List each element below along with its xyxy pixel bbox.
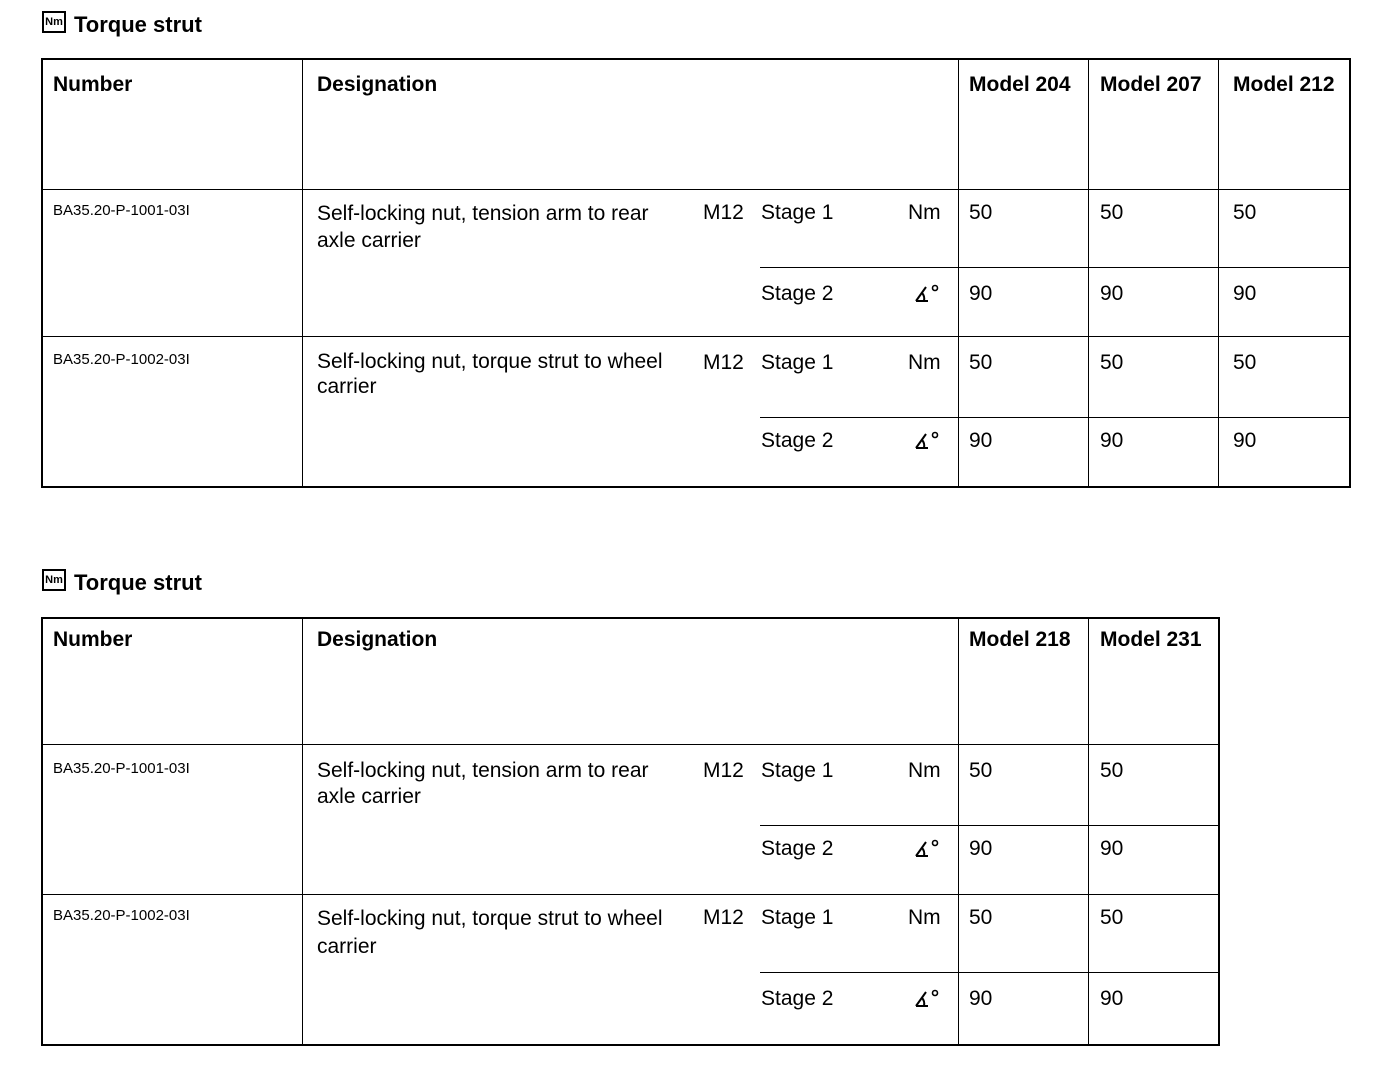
designation-text: Self-locking nut, tension arm to rear axle carrier [317,759,649,808]
header-model: Model 207 [1100,73,1202,96]
unit-nm: Nm [908,906,941,929]
section-title-text: Torque strut [74,570,202,595]
unit-nm: Nm [908,759,941,782]
torque-value: 50 [1233,201,1257,224]
unit-nm: Nm [908,351,941,374]
torque-value: 50 [969,906,993,929]
header-number: Number [53,628,133,651]
angle-value: 90 [1233,429,1257,452]
section-title-text: Torque strut [74,12,202,37]
torque-value: 50 [1100,351,1124,374]
header-designation: Designation [317,73,438,96]
angle-value: 90 [969,429,993,452]
torque-value: 50 [1100,759,1124,782]
stage-label: Stage 2 [761,987,834,1010]
designation-text: Self-locking nut, torque strut to wheel carrier [317,907,663,958]
header-designation: Designation [317,628,438,651]
angle-degree-icon [914,282,940,310]
angle-degree-icon [914,429,940,457]
header-number: Number [53,73,133,96]
designation-text: Self-locking nut, tension arm to rear axle carrier [317,202,649,252]
angle-degree-icon [914,987,940,1015]
torque-value: 50 [1233,351,1257,374]
part-number: BA35.20-P-1002-03I [53,351,190,368]
stage-label: Stage 1 [761,351,834,374]
angle-value: 90 [1100,987,1124,1010]
thread-size: M12 [703,201,744,224]
angle-value: 90 [969,282,993,305]
header-model: Model 218 [969,628,1071,651]
torque-value: 50 [969,351,993,374]
torque-nm-icon: Nm [42,569,66,591]
torque-value: 50 [1100,201,1124,224]
angle-degree-icon [914,837,940,865]
angle-value: 90 [969,987,993,1010]
part-number: BA35.20-P-1001-03I [53,760,190,777]
thread-size: M12 [703,906,744,929]
torque-value: 50 [969,201,993,224]
header-model: Model 204 [969,73,1071,96]
header-model: Model 231 [1100,628,1202,651]
designation-text: Self-locking nut, torque strut to wheel carrier [317,350,663,398]
torque-table [41,58,1351,488]
angle-value: 90 [1100,837,1124,860]
stage-label: Stage 2 [761,282,834,305]
stage-label: Stage 2 [761,837,834,860]
stage-label: Stage 1 [761,201,834,224]
torque-value: 50 [1100,906,1124,929]
torque-table [41,617,1220,1046]
torque-nm-icon: Nm [42,11,66,33]
angle-value: 90 [969,837,993,860]
section-title [42,12,202,38]
header-model: Model 212 [1233,73,1335,96]
stage-label: Stage 1 [761,759,834,782]
stage-label: Stage 1 [761,906,834,929]
thread-size: M12 [703,351,744,374]
stage-label: Stage 2 [761,429,834,452]
part-number: BA35.20-P-1002-03I [53,907,190,924]
section-title [42,570,202,596]
angle-value: 90 [1100,282,1124,305]
part-number: BA35.20-P-1001-03I [53,202,190,219]
thread-size: M12 [703,759,744,782]
torque-value: 50 [969,759,993,782]
unit-nm: Nm [908,201,941,224]
angle-value: 90 [1100,429,1124,452]
angle-value: 90 [1233,282,1257,305]
